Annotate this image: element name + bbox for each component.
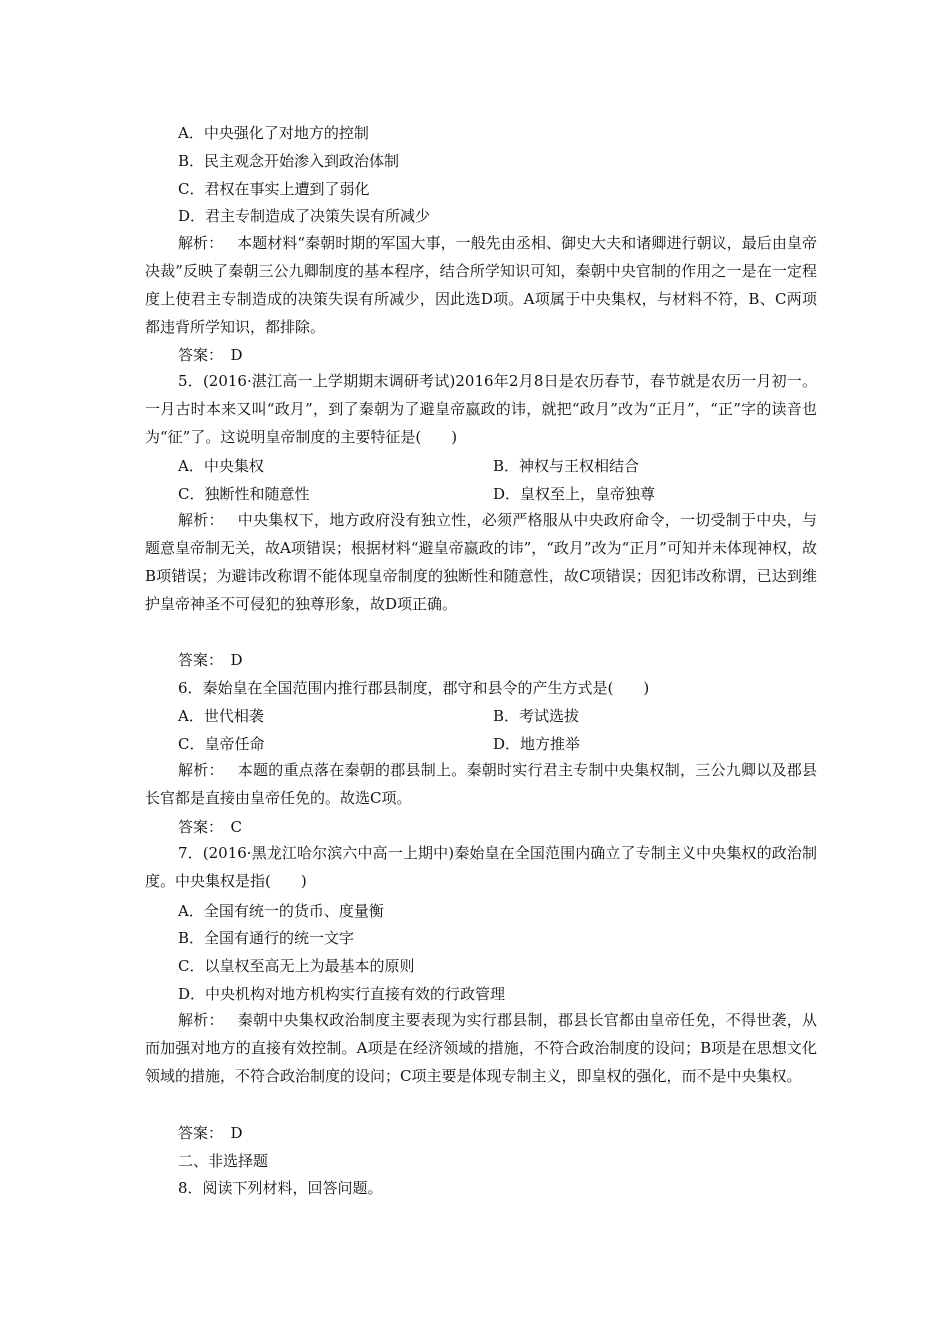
q5-option-a: A．中央集权 <box>178 457 264 475</box>
q6-option-a: A．世代相袭 <box>178 707 264 725</box>
q5-option-d: D．皇权至上，皇帝独尊 <box>493 485 656 503</box>
q6-analysis <box>145 756 817 812</box>
q6-option-d: D．地方推举 <box>493 735 581 753</box>
q4-option-c: C．君权在事实上遭到了弱化 <box>178 180 370 198</box>
q4-answer: 答案： D <box>178 346 243 364</box>
analysis-text: 本题材料“秦朝时期的军国大事，一般先由丞相、御史大夫和诸卿进行朝议，最后由皇帝决裁”反映了秦朝三公九卿制度的基本程序，结合所学知识可知，秦朝中央官制的作用之一是在一定程度上使君主专制造成的决策失误有所减少，因此选D项。A项属于中央集权，与材料不符，B、C两项都违背所学知识，都排除。 <box>145 234 817 336</box>
q4-option-d: D．君主专制造成了决策失误有所减少 <box>178 207 431 225</box>
analysis-text: 本题的重点落在秦朝的郡县制上。秦朝时实行君主专制中央集权制，三公九卿以及郡县长官都是直接由皇帝任免的。故选C项。 <box>145 761 817 807</box>
q7-option-d: D．中央机构对地方机构实行直接有效的行政管理 <box>178 985 506 1003</box>
analysis-label: 解析： <box>178 1011 224 1029</box>
q6-answer: 答案： C <box>178 818 242 836</box>
q7-option-a: A．全国有统一的货币、度量衡 <box>178 902 384 920</box>
q8-stem: 8．阅读下列材料，回答问题。 <box>178 1179 383 1197</box>
q7-option-b: B．全国有通行的统一文字 <box>178 929 355 947</box>
section-heading: 二、非选择题 <box>178 1152 269 1170</box>
q5-option-c: C．独断性和随意性 <box>178 485 310 503</box>
q6-option-c: C．皇帝任命 <box>178 735 265 753</box>
analysis-label: 解析： <box>178 511 224 529</box>
q5-analysis <box>145 506 817 618</box>
q6-option-b: B．考试选拔 <box>493 707 580 725</box>
q7-option-c: C．以皇权至高无上为最基本的原则 <box>178 957 415 975</box>
q7-stem: 7．(2016·黑龙江哈尔滨六中高一上期中)秦始皇在全国范围内确立了专制主义中央集权的政治制度。中央集权是指( ) <box>145 844 817 890</box>
q4-analysis <box>145 229 817 341</box>
q5-answer: 答案： D <box>178 651 243 669</box>
analysis-label: 解析： <box>178 761 224 779</box>
analysis-text: 中央集权下，地方政府没有独立性，必须严格服从中央政府命令，一切受制于中央，与题意皇帝制无关，故A项错误；根据材料“避皇帝嬴政的讳”，“政月”改为“正月”可知并未体现神权，故B项错误；为避讳改称谓不能体现皇帝制度的独断性和随意性，故C项错误；因犯讳改称谓，已达到维护皇帝神圣不可侵犯的独尊形象，故D项正确。 <box>145 511 817 613</box>
q7-analysis <box>145 1006 817 1090</box>
q7-answer: 答案： D <box>178 1124 243 1142</box>
q5-stem: 5．(2016·湛江高一上学期期末调研考试)2016年2月8日是农历春节，春节就是农历一月初一。一月古时本来又叫“政月”，到了秦朝为了避皇帝嬴政的讳，就把“政月”改为“正月”，“正”字的读音也为“征”了。这说明皇帝制度的主要特征是( ) <box>145 372 817 446</box>
analysis-text: 秦朝中央集权政治制度主要表现为实行郡县制，郡县长官都由皇帝任免，不得世袭，从而加强对地方的直接有效控制。A项是在经济领域的措施，不符合政治制度的设问；B项是在思想文化领域的措施，不符合政治制度的设问；C项主要是体现专制主义，即皇权的强化，而不是中央集权。 <box>145 1011 817 1085</box>
analysis-label: 解析： <box>178 234 224 252</box>
q5-option-b: B．神权与王权相结合 <box>493 457 640 475</box>
q6-stem: 6．秦始皇在全国范围内推行郡县制度，郡守和县令的产生方式是( ) <box>178 679 650 697</box>
q4-option-a: A．中央强化了对地方的控制 <box>178 124 369 142</box>
q4-option-b: B．民主观念开始渗入到政治体制 <box>178 152 400 170</box>
